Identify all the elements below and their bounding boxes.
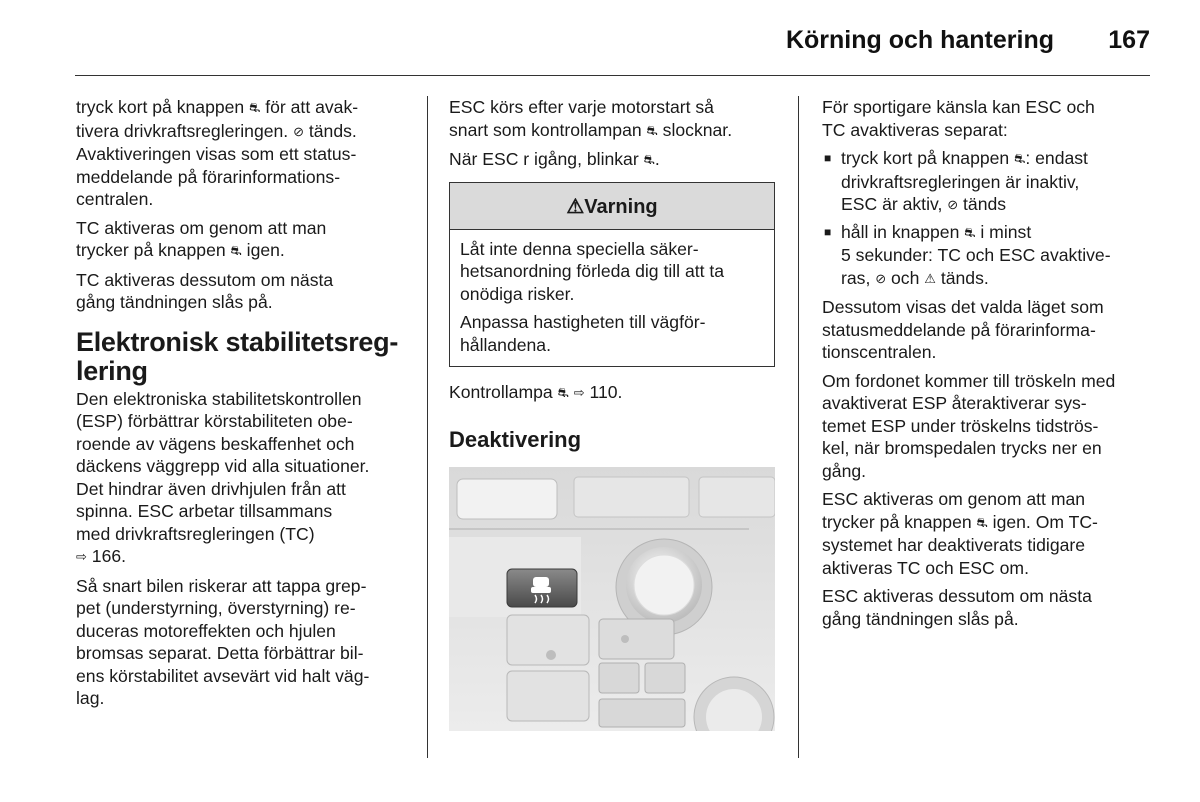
paragraph: ESC körs efter varje motorstart så snart som kontrollampan ⛐ slocknar. [449, 96, 779, 142]
esc-button-icon: ⛐ [643, 152, 655, 167]
column-divider-2 [798, 96, 799, 758]
paragraph: Låt inte denna speciella säker- hetsanordning förleda dig till att ta onödiga risker. [460, 238, 725, 304]
paragraph: Den elektroniska stabilitetskontrollen (ESP) förbättrar körstabiliteten obe- roende av vägens beskaffenhet och däckens väggrepp vid alla situationer. Det hindrar även drivhjulen från att spinna. ESC arbetar tillsammans med drivkraftsregleringen (TC) ⇨ 166. [76, 388, 408, 569]
paragraph: Kontrollampa ⛐ ⇨ 110. [449, 381, 779, 405]
paragraph: Så snart bilen riskerar att tappa grep- pet (understyrning, överstyrning) re- duceras motoreffekten och hjulen bromsas separat. Detta förbättrar bil- ens körstabilitet avsevärt vid halt väg- lag. [76, 575, 370, 708]
bullet-icon: ■ [824, 224, 832, 239]
warning-body [450, 230, 774, 367]
bullet-list [822, 147, 1152, 290]
column-3 [822, 96, 1152, 636]
list-item: ■ håll in knappen ⛐ i minst 5 sekunder: TC och ESC avaktive- ras, ⊘ och ⚠ tänds. [822, 221, 1152, 291]
page-number: 167 [1108, 26, 1150, 54]
header-divider [75, 75, 1150, 76]
dashboard-figure [449, 467, 775, 731]
column-divider-1 [427, 96, 428, 758]
warning-title: Varning [584, 195, 658, 218]
paragraph: Anpassa hastigheten till vägför- hållandena. [460, 312, 706, 355]
esc-button-icon: ⛐ [646, 122, 658, 138]
esc-off-icon: ⚠ [924, 270, 936, 286]
cross-reference[interactable]: 110. [584, 382, 623, 402]
paragraph: När ESC r igång, blinkar ⛐. [449, 148, 779, 172]
warning-header [450, 183, 774, 230]
tc-off-icon: ⊘ [293, 123, 304, 139]
column-1 [76, 96, 408, 716]
chapter-title: Körning och hantering [785, 26, 1054, 54]
subheading: Deaktivering [449, 426, 582, 452]
paragraph: Dessutom visas det valda läget som statusmeddelande på förarinforma- tionscentralen. [822, 297, 1104, 362]
esc-button-icon: ⛐ [964, 224, 976, 240]
section-heading: Elektronisk stabilitetsreg- lering [76, 326, 399, 386]
paragraph: ESC aktiveras dessutom om nästa gång tändningen slås på. [822, 586, 1092, 629]
warning-triangle-icon: ⚠ [566, 195, 585, 218]
warning-box [449, 182, 775, 368]
dashboard-illustration [449, 467, 775, 731]
esc-button-icon: ⛐ [557, 385, 569, 400]
esc-button-icon: ⛐ [249, 100, 261, 115]
tc-off-icon: ⊘ [947, 197, 959, 212]
list-item: ■ tryck kort på knappen ⛐: endast drivkraftsregleringen är inaktiv, ESC är aktiv, ⊘ tänds [822, 147, 1152, 217]
esc-button-icon: ⛐ [976, 514, 988, 530]
esc-button-icon: ⛐ [230, 243, 242, 258]
bullet-icon: ■ [824, 151, 832, 165]
paragraph: ESC aktiveras om genom att man trycker på knappen ⛐ igen. Om TC- systemet har deaktiverats tidigare aktiveras TC och ESC om. [822, 489, 1098, 578]
column-2 [449, 96, 779, 731]
paragraph: TC aktiveras om genom att man trycker på knappen ⛐ igen. [76, 217, 408, 263]
esc-button-icon: ⛐ [1014, 151, 1026, 166]
paragraph: TC aktiveras dessutom om nästa gång tändningen slås på. [76, 269, 334, 312]
arrow-icon: ⇨ [76, 549, 87, 564]
paragraph: För sportigare känsla kan ESC och TC avaktiveras separat: [822, 97, 1095, 140]
paragraph: Om fordonet kommer till tröskeln med avaktiverat ESP återaktiverar sys- temet ESP under tröskelns tidströs- kel, när bromspedalen trycks ner en gång. [822, 370, 1116, 481]
arrow-icon: ⇨ [573, 385, 585, 400]
cross-reference[interactable]: 166. [86, 546, 127, 566]
paragraph: tryck kort på knappen ⛐ för att avak- tivera drivkraftsregleringen. ⊘ tänds. Avaktiveringen visas som ett status- meddelande på förarinformations- centralen. [76, 97, 359, 209]
tc-off-icon: ⊘ [875, 270, 887, 286]
